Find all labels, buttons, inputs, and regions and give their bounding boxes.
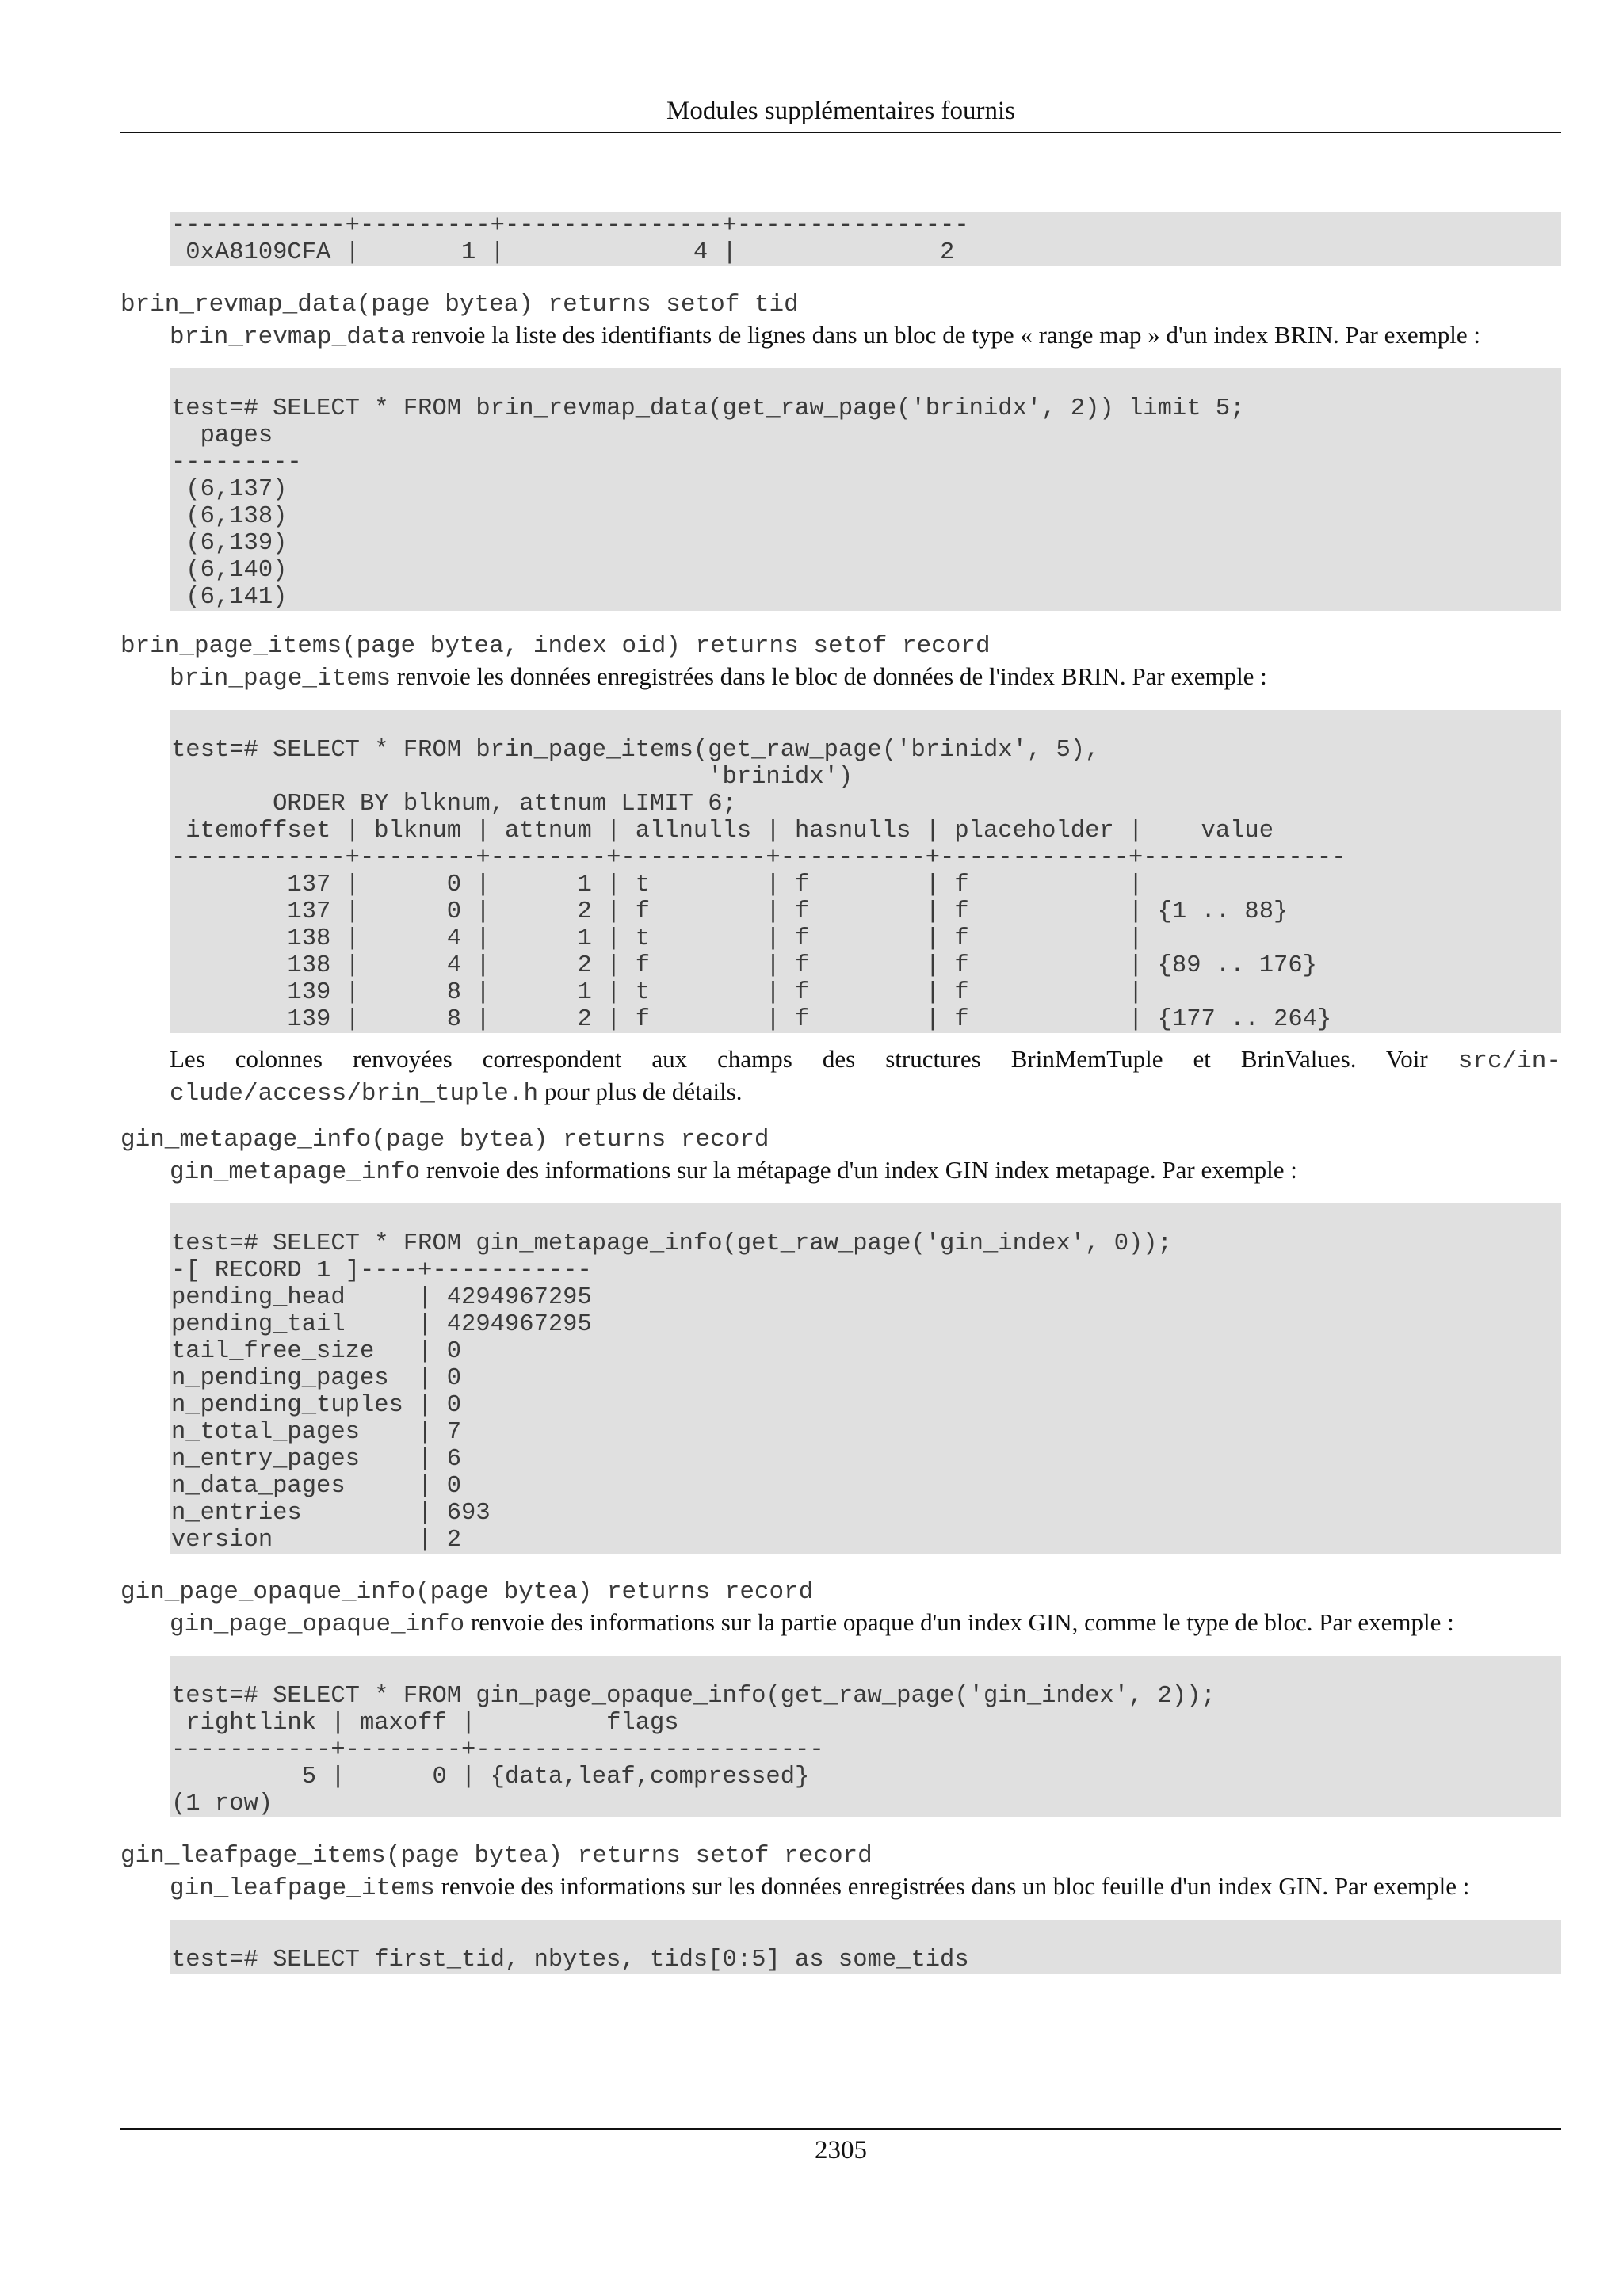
- function-description-brin-page-items: [170, 662, 1561, 694]
- code-block-table-tail: ------------+---------+---------------+---------------- 0xA8109CFA | 1 | 4 | 2: [170, 212, 1561, 266]
- function-name: brin_revmap_data: [170, 323, 406, 351]
- code-block-gin-page-opaque-info: test=# SELECT * FROM gin_page_opaque_info(get_raw_page('gin_index', 2)); rightlink | maxoff | flags -----------+--------+------------------------ 5 | 0 | {data,leaf,compressed} (1 row): [170, 1656, 1561, 1817]
- page-number: 2305: [815, 2136, 867, 2164]
- function-signature-brin-revmap-data: brin_revmap_data(page bytea) returns setof tid: [120, 291, 799, 318]
- code-block-gin-metapage-info: test=# SELECT * FROM gin_metapage_info(get_raw_page('gin_index', 0)); -[ RECORD 1 ]----+----------- pending_head | 4294967295 pending_tail | 4294967295 tail_free_size | 0 n_pending_pages | 0 n_pending_tuples | 0 n_total_pages | 7 n_entry_pages | 6 n_data_pages | 0 n_entries | 693 version | 2: [170, 1203, 1561, 1554]
- brin-columns-note: [170, 1044, 1561, 1109]
- running-title: Modules supplémentaires fournis: [666, 97, 1015, 125]
- function-name: gin_page_opaque_info: [170, 1611, 465, 1638]
- function-signature-gin-leafpage-items: gin_leafpage_items(page bytea) returns setof record: [120, 1842, 873, 1870]
- function-name: brin_page_items: [170, 665, 391, 692]
- function-description-gin-metapage-info: [170, 1155, 1561, 1188]
- description-text: renvoie les données enregistrées dans le bloc de données de l'index BRIN. Par exemple :: [391, 662, 1267, 690]
- header-file-path: src/in-clude/access/brin_tuple.h: [170, 1047, 1561, 1108]
- function-signature-gin-metapage-info: gin_metapage_info(page bytea) returns record: [120, 1126, 769, 1154]
- description-text: renvoie des informations sur la métapage d'un index GIN index metapage. Par exemple :: [420, 1156, 1297, 1184]
- page-footer: [120, 2128, 1561, 2168]
- description-text: renvoie des informations sur les données enregistrées dans un bloc feuille d'un index GIN. Par exemple :: [434, 1872, 1470, 1900]
- description-text: renvoie des informations sur la partie opaque d'un index GIN, comme le type de bloc. Par exemple :: [464, 1608, 1454, 1636]
- code-block-brin-page-items: test=# SELECT * FROM brin_page_items(get_raw_page('brinidx', 5), 'brinidx') ORDER BY blknum, attnum LIMIT 6; itemoffset | blknum | attnum | allnulls | hasnulls | placeholder | value ------------+--------+--------+----------+----------+-------------+-------------- 137 | 0 | 1 | t | f | f | 137 | 0 | 2 | f | f | f | {1 .. 88} 138 | 4 | 1 | t | f | f | 138 | 4 | 2 | f | f | f | {89 .. 176} 139 | 8 | 1 | t | f | f | 139 | 8 | 2 | f | f | f | {177 .. 264}: [170, 710, 1561, 1033]
- note-text-after: pour plus de détails.: [538, 1077, 743, 1105]
- page-header: [120, 93, 1561, 133]
- function-signature-gin-page-opaque-info: gin_page_opaque_info(page bytea) returns record: [120, 1578, 814, 1606]
- page-content: [120, 212, 1561, 1974]
- function-description-brin-revmap-data: [170, 320, 1561, 353]
- note-text-before: Les colonnes renvoyées correspondent aux champs des structures BrinMemTuple et BrinValues. Voir: [170, 1045, 1458, 1073]
- description-text: renvoie la liste des identifiants de lignes dans un bloc de type « range map » d'un index BRIN. Par exemple :: [405, 321, 1480, 349]
- function-description-gin-leafpage-items: [170, 1871, 1561, 1904]
- function-name: gin_metapage_info: [170, 1158, 421, 1186]
- function-signature-brin-page-items: brin_page_items(page bytea, index oid) returns setof record: [120, 632, 991, 660]
- code-block-gin-leafpage-items: test=# SELECT first_tid, nbytes, tids[0:5] as some_tids: [170, 1920, 1561, 1974]
- code-block-brin-revmap-data: test=# SELECT * FROM brin_revmap_data(get_raw_page('brinidx', 2)) limit 5; pages --------- (6,137) (6,138) (6,139) (6,140) (6,141): [170, 368, 1561, 611]
- function-description-gin-page-opaque-info: [170, 1608, 1561, 1640]
- function-name: gin_leafpage_items: [170, 1875, 435, 1902]
